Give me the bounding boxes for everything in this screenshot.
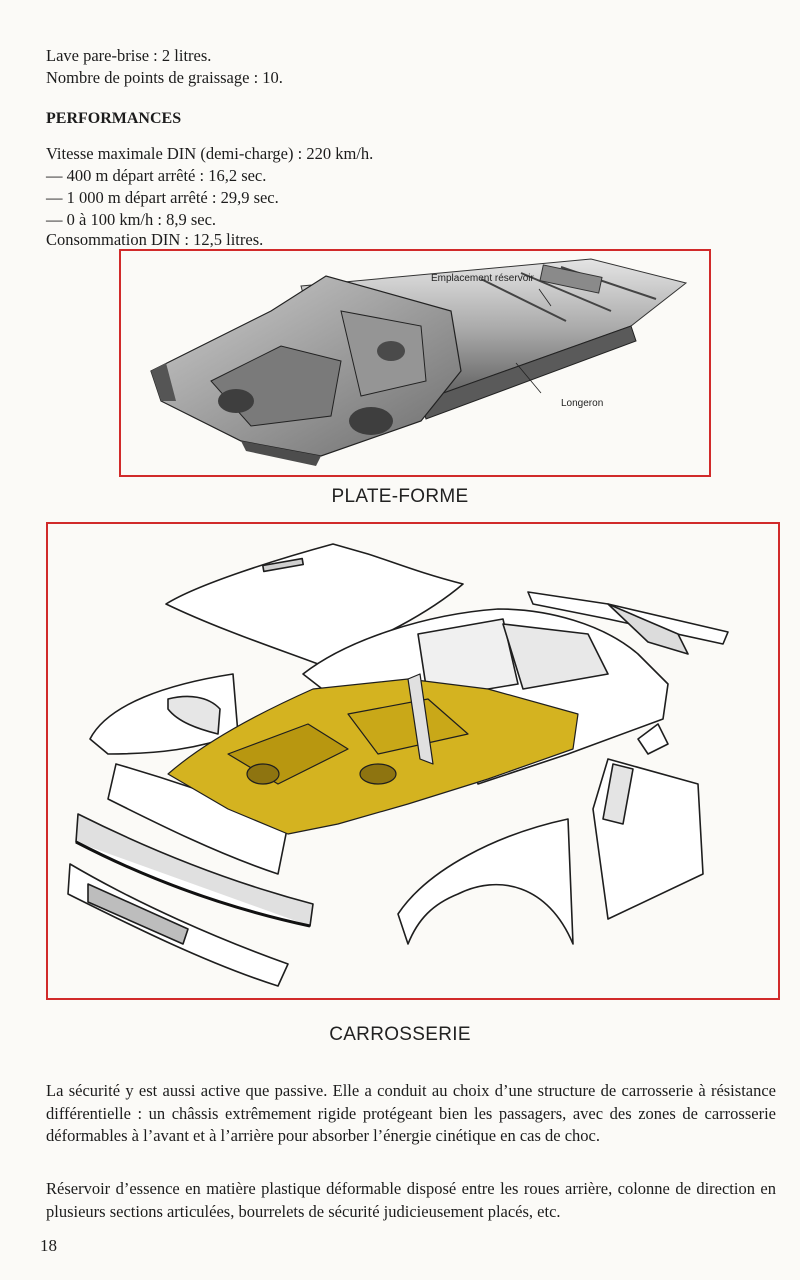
performance-line: Vitesse maximale DIN (demi-charge) : 220 km/h.: [46, 144, 374, 163]
body-paragraph-safety: La sécurité y est aussi active que passive. Elle a conduit au choix d’une structure de carrosserie à résistance différentielle : un châssis extrêmement rigide protégeant bien les passagers, avec des zones de carrosserie déformables à l’avant et à l’arrière pour absorber l’énergie cinétique en cas de choc.: [46, 1081, 776, 1145]
platform-caption: PLATE-FORME: [331, 486, 469, 507]
platform-illustration: [121, 251, 709, 475]
platform-figure-frame: [119, 249, 711, 477]
front-right-wing: [398, 819, 573, 944]
label-longeron: Longeron: [561, 398, 604, 409]
spec-washer: Lave pare-brise : 2 litres.: [46, 46, 212, 65]
performance-line: — 400 m départ arrêté : 16,2 sec.: [46, 166, 267, 185]
performance-line: Consommation DIN : 12,5 litres.: [46, 230, 264, 249]
performance-line: — 1 000 m départ arrêté : 29,9 sec.: [46, 188, 279, 207]
page-number: 18: [40, 1236, 57, 1255]
performance-line: — 0 à 100 km/h : 8,9 sec.: [46, 210, 217, 229]
body-caption: CARROSSERIE: [329, 1024, 471, 1045]
body-paragraph-fuel-tank: Réservoir d’essence en matière plastique déformable disposé entre les roues arrière, colonne de direction en plusieurs sections articulées, bourrelets de sécurité judicieusement placés, etc.: [46, 1179, 776, 1221]
body-figure-frame: [46, 522, 780, 1000]
body-exploded-illustration: [48, 524, 778, 998]
label-emplacement-reservoir: Emplacement réservoir: [431, 273, 534, 284]
vent-window: [638, 724, 668, 754]
spec-grease-points: Nombre de points de graissage : 10.: [46, 68, 283, 87]
performance-heading: PERFORMANCES: [46, 110, 182, 127]
